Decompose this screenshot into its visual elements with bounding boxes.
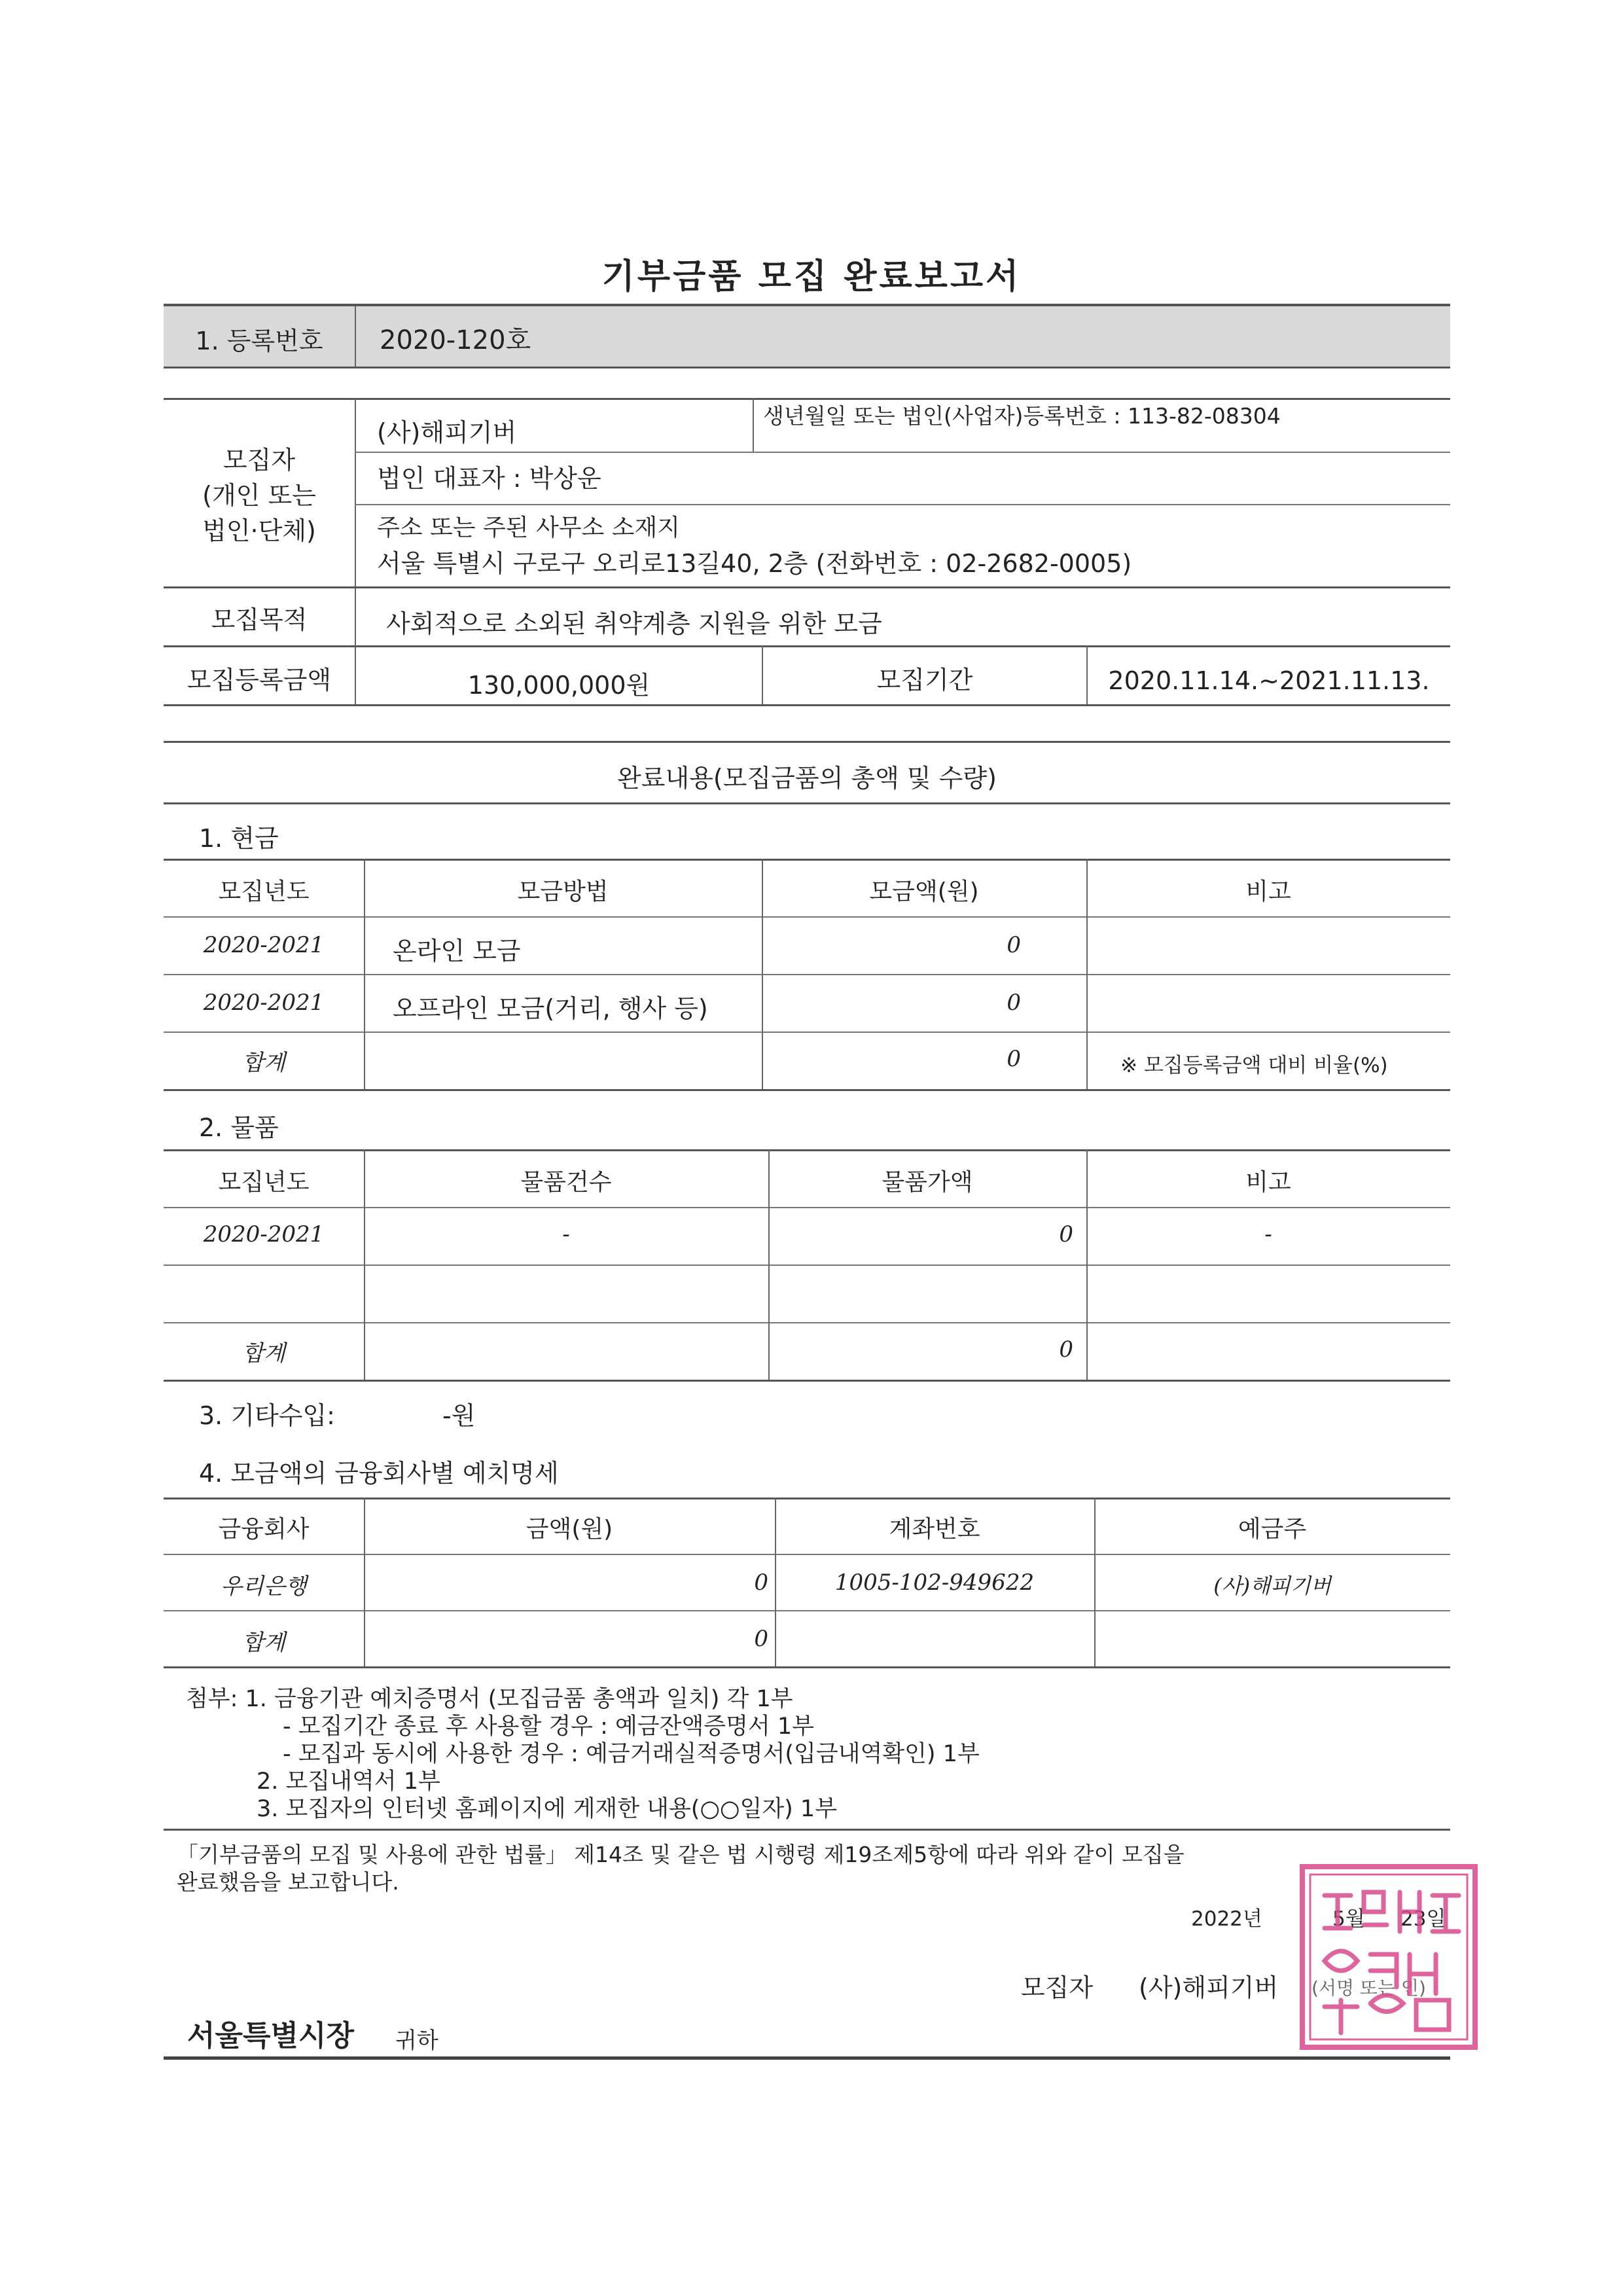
deposit-total-amount: 0 (754, 1626, 768, 1652)
statement-line-2: 완료했음을 보고합니다. (177, 1869, 399, 1895)
cash-row-year: 2020-2021 (203, 990, 325, 1016)
divider (355, 306, 356, 367)
attachment-line: 첨부: 1. 금융기관 예치증명서 (모집금품 총액과 일치) 각 1부 (186, 1686, 793, 1712)
rule (164, 1829, 1450, 1831)
goods-col-year: 모집년도 (218, 1169, 310, 1196)
rule (164, 859, 1450, 861)
signer-label: 모집자 (1021, 1973, 1094, 2002)
recruiter-label-2: (개인 또는 (202, 481, 316, 510)
period-label: 모집기간 (876, 666, 973, 694)
cash-col-year: 모집년도 (218, 878, 310, 905)
rule (164, 1610, 1450, 1611)
divider (355, 398, 356, 706)
cash-total-note: ※ 모집등록금액 대비 비율(%) (1120, 1054, 1388, 1077)
deposit-col-account: 계좌번호 (889, 1516, 980, 1543)
cash-row-method: 오프라인 모금(거리, 행사 등) (393, 994, 708, 1023)
cash-row-amount: 0 (1007, 990, 1021, 1016)
date-year: 2022년 (1191, 1907, 1262, 1931)
rule (164, 645, 1450, 647)
deposit-account: 1005-102-949622 (834, 1570, 1035, 1596)
document-title: 기부금품 모집 완료보고서 (601, 257, 1022, 296)
rule (164, 586, 1450, 588)
bottom-rule (164, 2056, 1450, 2060)
cash-col-amount: 모금액(원) (869, 878, 979, 905)
goods-total-value: 0 (1059, 1336, 1073, 1363)
goods-col-note: 비고 (1245, 1169, 1291, 1196)
rule (164, 1666, 1450, 1668)
cash-total-label: 합계 (242, 1050, 285, 1076)
cash-col-method: 모금방법 (517, 878, 609, 905)
cash-row-method: 온라인 모금 (393, 937, 521, 965)
cash-heading: 1. 현금 (199, 824, 279, 853)
rule (164, 1554, 1450, 1555)
other-income-heading: 3. 기타수입: (199, 1401, 335, 1430)
cash-row-year: 2020-2021 (203, 932, 325, 958)
deposit-total-label: 합계 (242, 1630, 285, 1656)
goods-row-note: - (1264, 1221, 1272, 1247)
goods-heading: 2. 물품 (199, 1113, 279, 1142)
rule (164, 916, 1450, 918)
deposit-col-bank: 금융회사 (218, 1516, 310, 1543)
rule (164, 1380, 1450, 1382)
attachment-line: - 모집기간 종료 후 사용할 경우 : 예금잔액증명서 1부 (283, 1713, 814, 1740)
registration-value: 2020-120호 (380, 325, 531, 355)
recruiter-label-1: 모집자 (223, 446, 296, 475)
recruiter-name: (사)해피기버 (377, 418, 517, 447)
amount-label: 모집등록금액 (187, 666, 332, 694)
rule (164, 1149, 1450, 1151)
rule (355, 504, 1450, 505)
purpose-label: 모집목적 (211, 605, 308, 634)
date-day: 23일 (1400, 1907, 1446, 1931)
recruiter-reg-no: 생년월일 또는 법인(사업자)등록번호 : 113-82-08304 (763, 403, 1281, 429)
deposit-bank: 우리은행 (221, 1573, 307, 1600)
goods-row-count: - (562, 1221, 570, 1247)
goods-col-count: 물품건수 (520, 1169, 612, 1196)
statement-line-1: 「기부금품의 모집 및 사용에 관한 법률」 제14조 및 같은 법 시행령 제19조제5항에 따라 위와 같이 모집을 (177, 1842, 1185, 1867)
signer-name: (사)해피기버 (1139, 1973, 1279, 2002)
other-income-value: -원 (442, 1401, 476, 1430)
rule (164, 1089, 1450, 1091)
registration-row (164, 304, 1450, 368)
representative: 법인 대표자 : 박상운 (377, 464, 601, 493)
sign-hint: (서명 또는 인) (1311, 1977, 1426, 1999)
divider (753, 398, 754, 452)
attachment-line: - 모집과 동시에 사용한 경우 : 예금거래실적증명서(입금내역확인) 1부 (283, 1741, 980, 1767)
amount-value: 130,000,000원 (467, 671, 651, 700)
seal-graphic (1298, 1863, 1479, 2051)
goods-row-year: 2020-2021 (203, 1221, 325, 1247)
addressee-suffix: 귀하 (395, 2028, 438, 2054)
deposit-amount: 0 (754, 1570, 768, 1596)
goods-total-label: 합계 (242, 1340, 285, 1367)
period-value: 2020.11.14.~2021.11.13. (1108, 666, 1430, 695)
deposit-col-amount: 금액(원) (526, 1516, 613, 1543)
deposit-col-holder: 예금주 (1238, 1516, 1307, 1543)
rule (164, 1207, 1450, 1208)
cash-total-amount: 0 (1007, 1046, 1021, 1072)
deposit-holder: (사)해피기버 (1213, 1573, 1331, 1598)
address: 서울 특별시 구로구 오리로13길40, 2층 (전화번호 : 02-2682-0005) (377, 549, 1132, 578)
goods-col-value: 물품가액 (882, 1169, 973, 1196)
registration-label: 1. 등록번호 (195, 327, 323, 355)
attachment-line: 3. 모집자의 인터넷 홈페이지에 게재한 내용(○○일자) 1부 (257, 1796, 838, 1822)
rule (164, 1498, 1450, 1499)
purpose-value: 사회적으로 소외된 취약계층 지원을 위한 모금 (386, 609, 882, 638)
rule (164, 741, 1450, 743)
rule (164, 1265, 1450, 1266)
recruiter-label-3: 법인·단체) (202, 516, 316, 545)
deposit-heading: 4. 모금액의 금융회사별 예치명세 (199, 1459, 559, 1488)
attachment-line: 2. 모집내역서 1부 (257, 1768, 440, 1795)
rule (164, 1031, 1450, 1033)
company-seal-stamp (1298, 1863, 1479, 2051)
rule (164, 802, 1450, 804)
rule (355, 452, 1450, 453)
address-label: 주소 또는 주된 사무소 소재지 (377, 514, 681, 541)
completion-header: 완료내용(모집금품의 총액 및 수량) (617, 764, 997, 793)
rule (164, 704, 1450, 706)
addressee-name: 서울특별시장 (187, 2019, 355, 2053)
rule (164, 974, 1450, 975)
cash-col-note: 비고 (1245, 878, 1291, 905)
goods-row-value: 0 (1059, 1221, 1073, 1247)
cash-row-amount: 0 (1007, 932, 1021, 958)
rule (164, 1322, 1450, 1323)
date-month: 5월 (1332, 1907, 1365, 1931)
